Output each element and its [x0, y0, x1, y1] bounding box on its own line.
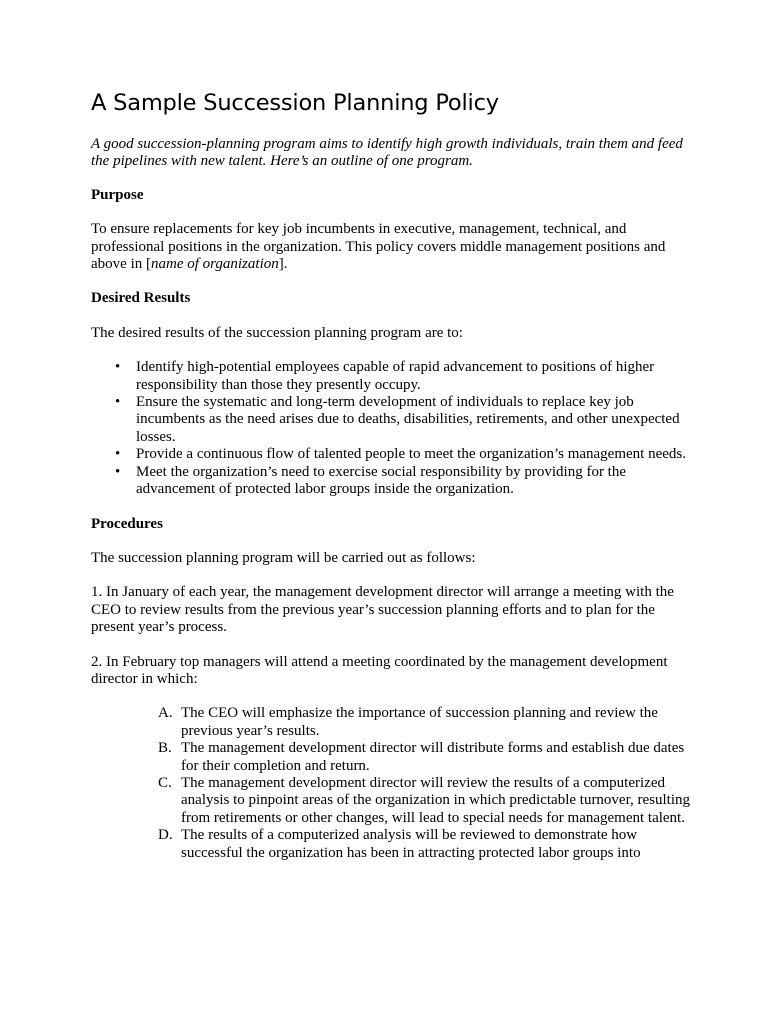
- list-item-text: The CEO will emphasize the importance of succession planning and review the previous year’s results.: [181, 705, 658, 739]
- bullet-icon: •: [115, 446, 121, 463]
- desired-results-list: [91, 359, 698, 498]
- list-item-text: Identify high-potential employees capable of rapid advancement to positions of higher responsibility than those they presently occupy.: [136, 359, 655, 393]
- list-marker: A.: [158, 705, 173, 722]
- intro-paragraph: A good succession-planning program aims to identify high growth individuals, train them and feed the pipelines with new talent. Here’s an outline of one program.: [91, 136, 683, 170]
- list-item-text: Provide a continuous flow of talented people to meet the organization’s management needs.: [136, 446, 686, 463]
- list-item: [115, 394, 698, 446]
- procedure-sub-list: [91, 705, 698, 862]
- list-marker: C.: [158, 774, 172, 791]
- organization-name-placeholder: name of organization: [150, 256, 279, 273]
- desired-results-heading: Desired Results: [91, 290, 191, 307]
- procedure-step-1: 1. In January of each year, the management development director will arrange a meeting with the CEO to review results from the previous year’s succession planning efforts and to plan for the present year’s process.: [91, 584, 674, 636]
- list-item: [158, 827, 698, 862]
- list-item-text: The management development director will review the results of a computerized analysis to pinpoint areas of the organization in which predictable turnover, resulting from retirements or other changes, will lead to special needs for management talent.: [181, 774, 690, 826]
- list-marker: D.: [158, 827, 173, 844]
- desired-results-lead: The desired results of the succession planning program are to:: [91, 324, 463, 341]
- list-item-text: Ensure the systematic and long-term development of individuals to replace key job incumbents as the need arises due to deaths, disabilities, retirements, and other unexpected losses.: [136, 394, 680, 445]
- bullet-icon: •: [115, 359, 121, 376]
- list-marker: B.: [158, 740, 172, 757]
- procedures-heading: Procedures: [91, 515, 163, 532]
- list-item: [115, 359, 698, 394]
- list-item: [115, 463, 698, 499]
- list-item: [158, 774, 698, 827]
- document-title: A Sample Succession Planning Policy: [91, 90, 499, 116]
- purpose-paragraph: [91, 221, 698, 273]
- list-item: [158, 740, 698, 775]
- purpose-heading: Purpose: [91, 186, 144, 203]
- list-item: [158, 705, 698, 740]
- list-item: [115, 446, 698, 463]
- purpose-text: To ensure replacements for key job incumbents in executive, management, technical, and professional positions in the organization. This policy covers middle management positions and above in [: [91, 221, 666, 273]
- list-item-text: Meet the organization’s need to exercise social responsibility by providing for the advancement of protected labor groups inside the organization.: [136, 463, 627, 498]
- bullet-icon: •: [115, 463, 121, 480]
- bullet-icon: •: [115, 394, 121, 411]
- procedures-lead: The succession planning program will be carried out as follows:: [91, 549, 476, 566]
- list-item-text: The results of a computerized analysis will be reviewed to demonstrate how successful the organization has been in attracting protected labor groups into: [181, 827, 641, 861]
- purpose-text-end: ].: [278, 256, 288, 273]
- list-item-text: The management development director will distribute forms and establish due dates for their completion and return.: [181, 740, 685, 774]
- procedure-step-2: 2. In February top managers will attend a meeting coordinated by the management development director in which:: [91, 653, 668, 687]
